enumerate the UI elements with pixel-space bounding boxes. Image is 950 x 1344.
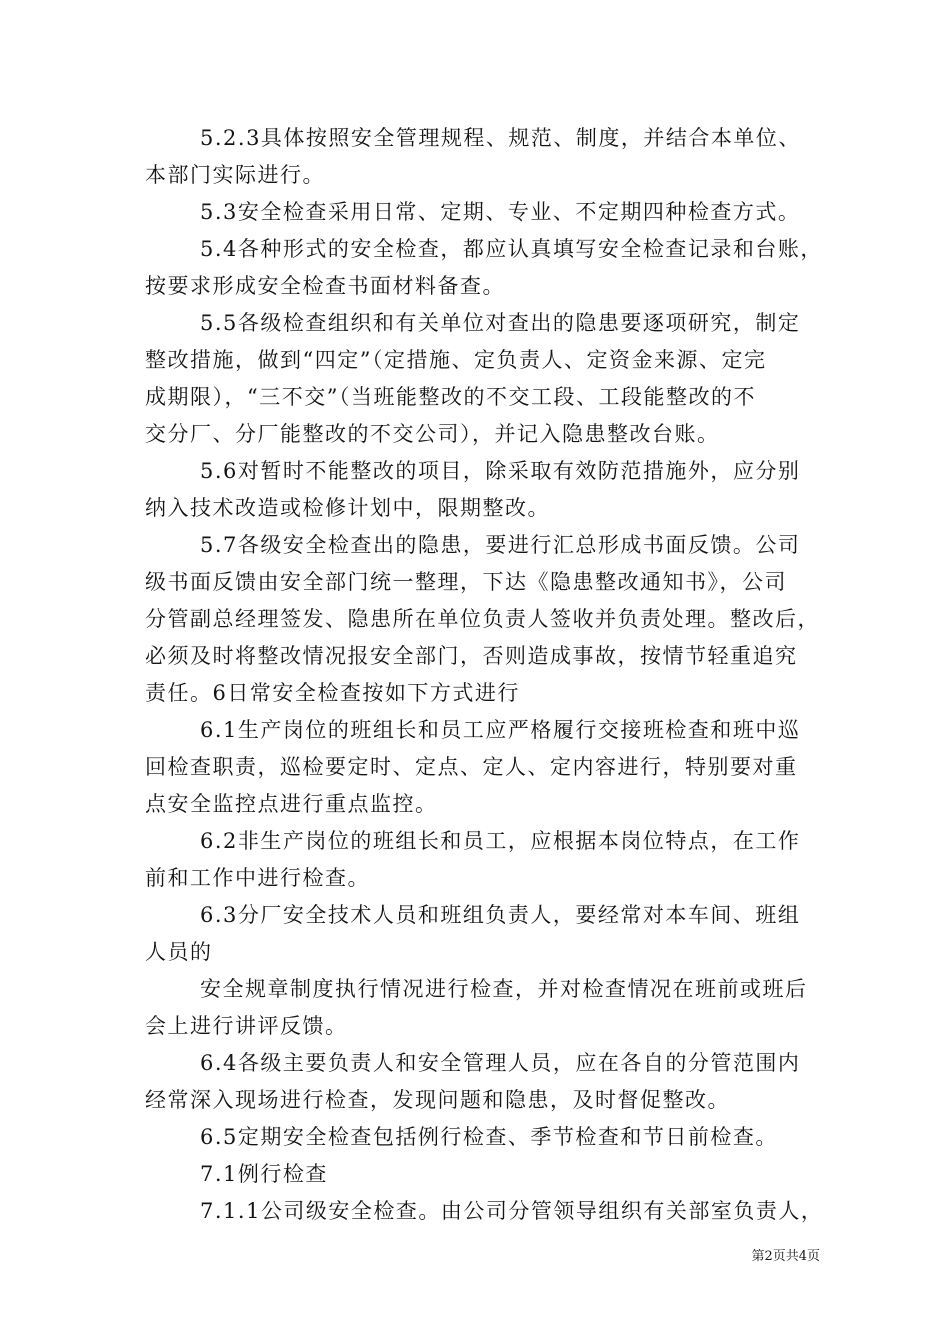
text-line: 5.7各级安全检查出的隐患，要进行汇总形成书面反馈。公司 — [200, 533, 801, 557]
text-line: 5.5各级检查组织和有关单位对查出的隐患要逐项研究，制定 — [200, 311, 801, 335]
text-line: 纳入技术改造或检修计划中，限期整改。 — [145, 496, 550, 520]
text-line: 7.1.1公司级安全检查。由公司分管领导组织有关部室负责人， — [200, 1199, 824, 1223]
text-line: 安全规章制度执行情况进行检查，并对检查情况在班前或班后 — [200, 977, 808, 1001]
text-line: 成期限），“三不交”（当班能整改的不交工段、工段能整改的不 — [145, 385, 756, 409]
text-line: 6.4各级主要负责人和安全管理人员，应在各自的分管范围内 — [200, 1051, 801, 1075]
text-line: 6.2非生产岗位的班组长和员工，应根据本岗位特点，在工作 — [200, 829, 801, 853]
text-line: 交分厂、分厂能整改的不交公司），并记入隐患整改台账。 — [145, 422, 720, 446]
text-line: 5.2.3具体按照安全管理规程、规范、制度，并结合本单位、 — [200, 126, 801, 150]
text-line: 7.1例行检查 — [200, 1162, 328, 1186]
text-line: 5.3安全检查采用日常、定期、专业、不定期四种检查方式。 — [200, 200, 801, 224]
text-line: 6.5定期安全检查包括例行检查、季节检查和节日前检查。 — [200, 1125, 778, 1149]
text-line: 分管副总经理签发、隐患所在单位负责人签收并负责处理。整改后， — [145, 607, 820, 631]
text-line: 整改措施，做到“四定”（定措施、定负责人、定资金来源、定完 — [145, 348, 767, 372]
text-line: 6.3分厂安全技术人员和班组负责人，要经常对本车间、班组 — [200, 903, 801, 927]
text-line: 级书面反馈由安全部门统一整理，下达《隐患整改通知书》，公司 — [145, 570, 787, 594]
text-line: 会上进行讲评反馈。 — [145, 1014, 348, 1038]
text-line: 5.6对暂时不能整改的项目，除采取有效防范措施外，应分别 — [200, 459, 801, 483]
text-line: 本部门实际进行。 — [145, 163, 325, 187]
text-line: 责任。6日常安全检查按如下方式进行 — [145, 681, 520, 705]
text-line: 点安全监控点进行重点监控。 — [145, 792, 438, 816]
text-line: 回检查职责，巡检要定时、定点、定人、定内容进行，特别要对重 — [145, 755, 798, 779]
text-line: 经常深入现场进行检查，发现问题和隐患，及时督促整改。 — [145, 1088, 730, 1112]
text-line: 前和工作中进行检查。 — [145, 866, 370, 890]
text-line: 人员的 — [145, 940, 213, 964]
text-line: 按要求形成安全检查书面材料备查。 — [145, 274, 505, 298]
text-line: 5.4各种形式的安全检查，都应认真填写安全检查记录和台账， — [200, 237, 823, 261]
text-line: 必须及时将整改情况报安全部门，否则造成事故，按情节轻重追究 — [145, 644, 798, 668]
text-line: 6.1生产岗位的班组长和员工应严格履行交接班检查和班中巡 — [200, 718, 801, 742]
page-number: 第2页共4页 — [751, 1249, 820, 1264]
